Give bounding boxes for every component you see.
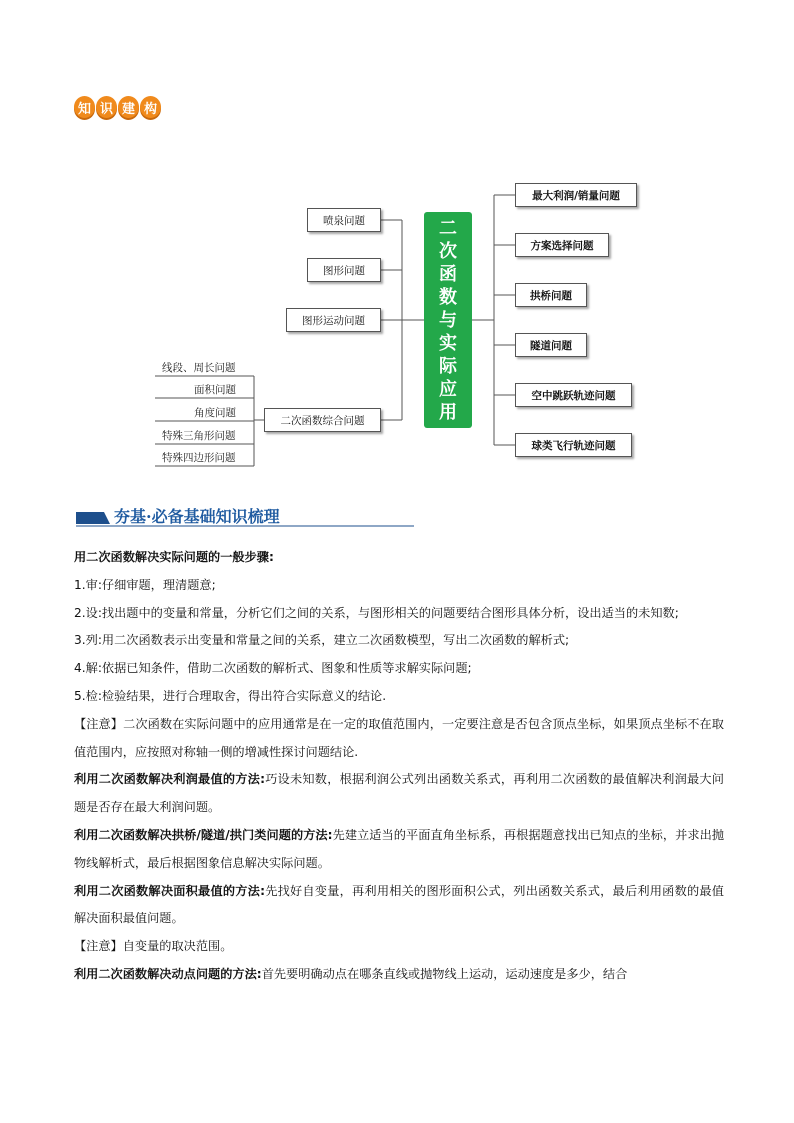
section-header [74,502,414,528]
step-5: 5.检:检验结果，进行合理取舍，得出符合实际意义的结论. [74,688,387,703]
mindmap-center [424,212,472,428]
sub-special-quadrilateral: 特殊四边形问题 [162,452,236,464]
sub-special-triangle: 特殊三角形问题 [162,430,236,442]
sub-area: 面积问题 [194,384,236,396]
topic-fountain: 喷泉问题 [307,208,381,232]
center-char: 次 [439,240,457,262]
note-2: 【注意】自变量的取决范围。 [74,939,233,954]
sub-segment-perimeter: 线段、周长问题 [162,362,236,374]
topic-figure-motion: 图形运动问题 [286,308,381,332]
center-char: 实 [439,332,457,354]
step-2: 2.设:找出题中的变量和常量，分析它们之间的关系，与图形相关的问题要结合图形具体分析，设出适当的未知数; [74,605,679,620]
center-char: 二 [439,217,457,239]
badge-char: 建 [118,96,139,118]
sub-angle: 角度问题 [194,407,236,419]
center-char: 数 [439,286,457,308]
center-char: 与 [439,309,457,331]
topic-jump-trajectory: 空中跳跃轨迹问题 [515,383,632,407]
content-body [74,544,724,989]
topic-plan-choice: 方案选择问题 [515,233,609,257]
topic-max-profit: 最大利润/销量问题 [515,183,637,207]
badge-char: 知 [74,96,95,118]
method-arch: 利用二次函数解决拱桥/隧道/拱门类问题的方法:先建立适当的平面直角坐标系，再根据题意找出已知点的坐标，并求出抛物线解析式，最后根据图象信息解决实际问题。 [74,827,725,870]
topic-tunnel: 隧道问题 [515,333,587,357]
center-char: 用 [439,401,457,423]
step-3: 3.列:用二次函数表示出变量和常量之间的关系，建立二次函数模型，写出二次函数的解析式; [74,633,570,648]
center-char: 函 [439,263,457,285]
section-title: 夯基·必备基础知识梳理 [114,507,280,526]
badge-char: 构 [140,96,161,118]
method-moving-point: 利用二次函数解决动点问题的方法:首先要明确动点在哪条直线或抛物线上运动，运动速度是多少，结合 [74,966,628,981]
center-char: 应 [439,378,457,400]
step-4: 4.解:依据已知条件，借助二次函数的解析式、图象和性质等求解实际问题; [74,661,472,676]
step-1: 1.审:仔细审题，理清题意; [74,577,216,592]
method-area: 利用二次函数解决面积最值的方法:先找好自变量，再利用相关的图形面积公式，列出函数关系式，最后利用函数的最值解决面积最值问题。 [74,883,724,926]
topic-figure: 图形问题 [307,258,381,282]
topic-ball-trajectory: 球类飞行轨迹问题 [515,433,632,457]
topic-arch-bridge: 拱桥问题 [515,283,587,307]
note-1: 【注意】二次函数在实际问题中的应用通常是在一定的取值范围内，一定要注意是否包含顶点坐标，如果顶点坐标不在取值范围内，应按照对称轴一侧的增减性探讨问题结论. [74,716,724,759]
topic-comprehensive: 二次函数综合问题 [264,408,381,432]
badge-char: 识 [96,96,117,118]
method-profit: 利用二次函数解决利润最值的方法:巧设未知数，根据利润公式列出函数关系式，再利用二次函数的最值解决利润最大问题是否存在最大利润问题。 [74,772,724,815]
center-char: 际 [439,355,457,377]
mindmap-connectors [0,0,794,500]
content-heading: 用二次函数解决实际问题的一般步骤: [74,550,274,564]
